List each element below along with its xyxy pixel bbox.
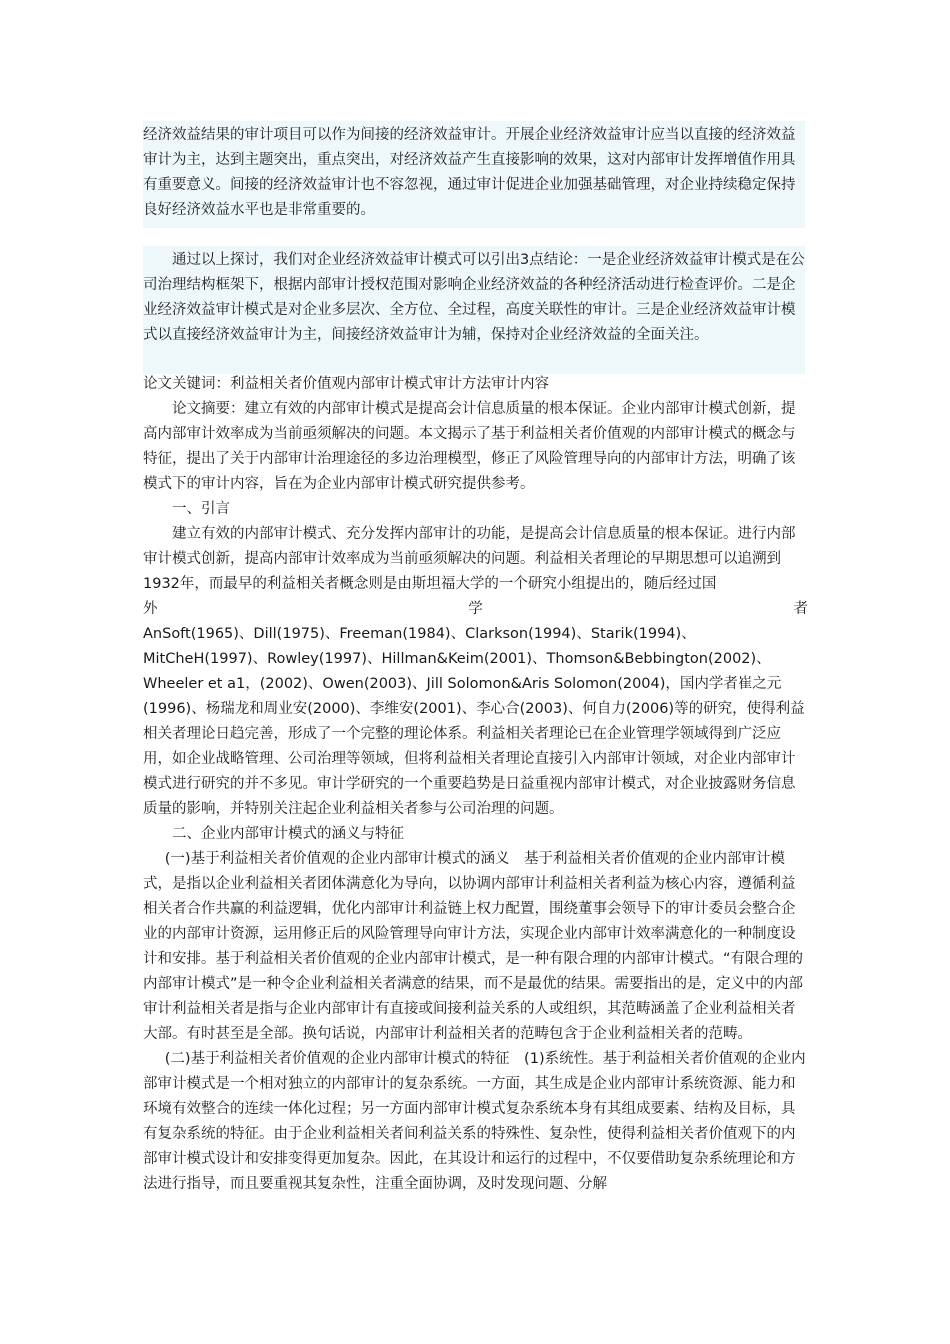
intro-paragraph-part-2: AnSoft(1965)、Dill(1975)、Freeman(1984)、Clarkson(1994)、Starik(1994)、MitCheH(1997)、Rowley(1997)、Hillman&Keim(2001)、Thomson&Bebbington(2002)、Wheeler et a1，(2002)、Owen(2003)、Jill Solomon&Aris Solomon(2004)，国内学者崔之元(1996)、杨瑞龙和周业安(2000)、李维安(2001)、李心合(2003)、何自力(2006)等的研究，使得利益相关者理论日趋完善，形成了一个完整的理论体系。利益相关者理论已在企业管理学领域得到广泛应用，如企业战略管理、公司治理等领域，但将利益相关者理论直接引入内部审计领域，对企业内部审计模式进行研究的并不多见。审计学研究的一个重要趋势是日益重视内部审计模式，对企业披露财务信息质量的影响，并特别关注起企业利益相关者参与公司治理的问题。 (143, 626, 805, 817)
intro-split-line: 外 学 者 (143, 601, 808, 617)
highlighted-paragraph-1: 经济效益结果的审计项目可以作为间接的经济效益审计。开展企业经济效益审计应当以直接的经济效益审计为主，达到主题突出，重点突出，对经济效益产生直接影响的效果，这对内部审计发挥增值作用具有重要意义。间接的经济效益审计也不容忽视，通过审计促进企业加强基础管理，对企业持续稳定保持良好经济效益水平也是非常重要的。 (143, 121, 805, 228)
intro-paragraph-part-1: 建立有效的内部审计模式、充分发挥内部审计的功能，是提高会计信息质量的根本保证。进行内部审计模式创新，提高内部审计效率成为当前亟须解决的问题。利益相关者理论的早期思想可以追溯到1932年，而最早的利益相关者概念则是由斯坦福大学的一个研究小组提出的，随后经过国 (143, 526, 796, 592)
section-2-1-paragraph: (一)基于利益相关者价值观的企业内部审计模式的涵义 基于利益相关者价值观的企业内部审计模式，是指以企业利益相关者团体满意化为导向，以协调内部审计利益相关者利益为核心内容，遵循利益相关者合作共赢的利益逻辑，优化内部审计利益链上权力配置，围绕董事会领导下的审计委员会整合企业的内部审计资源，运用修正后的风险管理导向审计方法，实现企业内部审计效率满意化的一种制度设计和安排。基于利益相关者价值观的企业内部审计模式，是一种有限合理的内部审计模式。“有限合理的内部审计模式”是一种令企业利益相关者满意的结果，而不是最优的结果。需要指出的是，定义中的内部审计利益相关者是指与企业内部审计有直接或间接利益关系的人或组织，其范畴涵盖了企业利益相关者大部。有时甚至是全部。换句话说，内部审计利益相关者的范畴包含于企业利益相关者的范畴。 (143, 851, 804, 1042)
highlighted-paragraph-2: 通过以上探讨，我们对企业经济效益审计模式可以引出3点结论：一是企业经济效益审计模式是在公司治理结构框架下，根据内部审计授权范围对影响企业经济效益的各种经济活动进行检查评价。二是企业经济效益审计模式是对企业多层次、全方位、全过程，高度关联性的审计。三是企业经济效益审计模式以直接经济效益审计为主，间接经济效益审计为辅，保持对企业经济效益的全面关注。 (143, 246, 805, 374)
article-body (143, 372, 808, 1197)
abstract-paragraph: 论文摘要：建立有效的内部审计模式是提高会计信息质量的根本保证。企业内部审计模式创新，提高内部审计效率成为当前亟须解决的问题。本文揭示了基于利益相关者价值观的内部审计模式的概念与特征，提出了关于内部审计治理途径的多边治理模型，修正了风险管理导向的内部审计方法，明确了该模式下的审计内容，旨在为企业内部审计模式研究提供参考。 (143, 401, 796, 492)
section-heading-introduction: 一、引言 (172, 501, 230, 517)
section-heading-definition: 二、企业内部审计模式的涵义与特征 (172, 826, 404, 842)
section-2-2-paragraph: (二)基于利益相关者价值观的企业内部审计模式的特征 (1)系统性。基于利益相关者价值观的企业内部审计模式是一个相对独立的内部审计的复杂系统。一方面，其生成是企业内部审计系统资源、能力和环境有效整合的连续一体化过程；另一方面内部审计模式复杂系统本身有其组成要素、结构及目标，具有复杂系统的特征。由于企业利益相关者间利益关系的特殊性、复杂性，使得利益相关者价值观下的内部审计模式设计和安排变得更加复杂。因此，在其设计和运行的过程中，不仅要借助复杂系统理论和方法进行指导，而且要重视其复杂性，注重全面协调，及时发现问题、分解 (143, 1051, 806, 1192)
keywords-line: 论文关键词：利益相关者价值观内部审计模式审计方法审计内容 (143, 376, 549, 392)
